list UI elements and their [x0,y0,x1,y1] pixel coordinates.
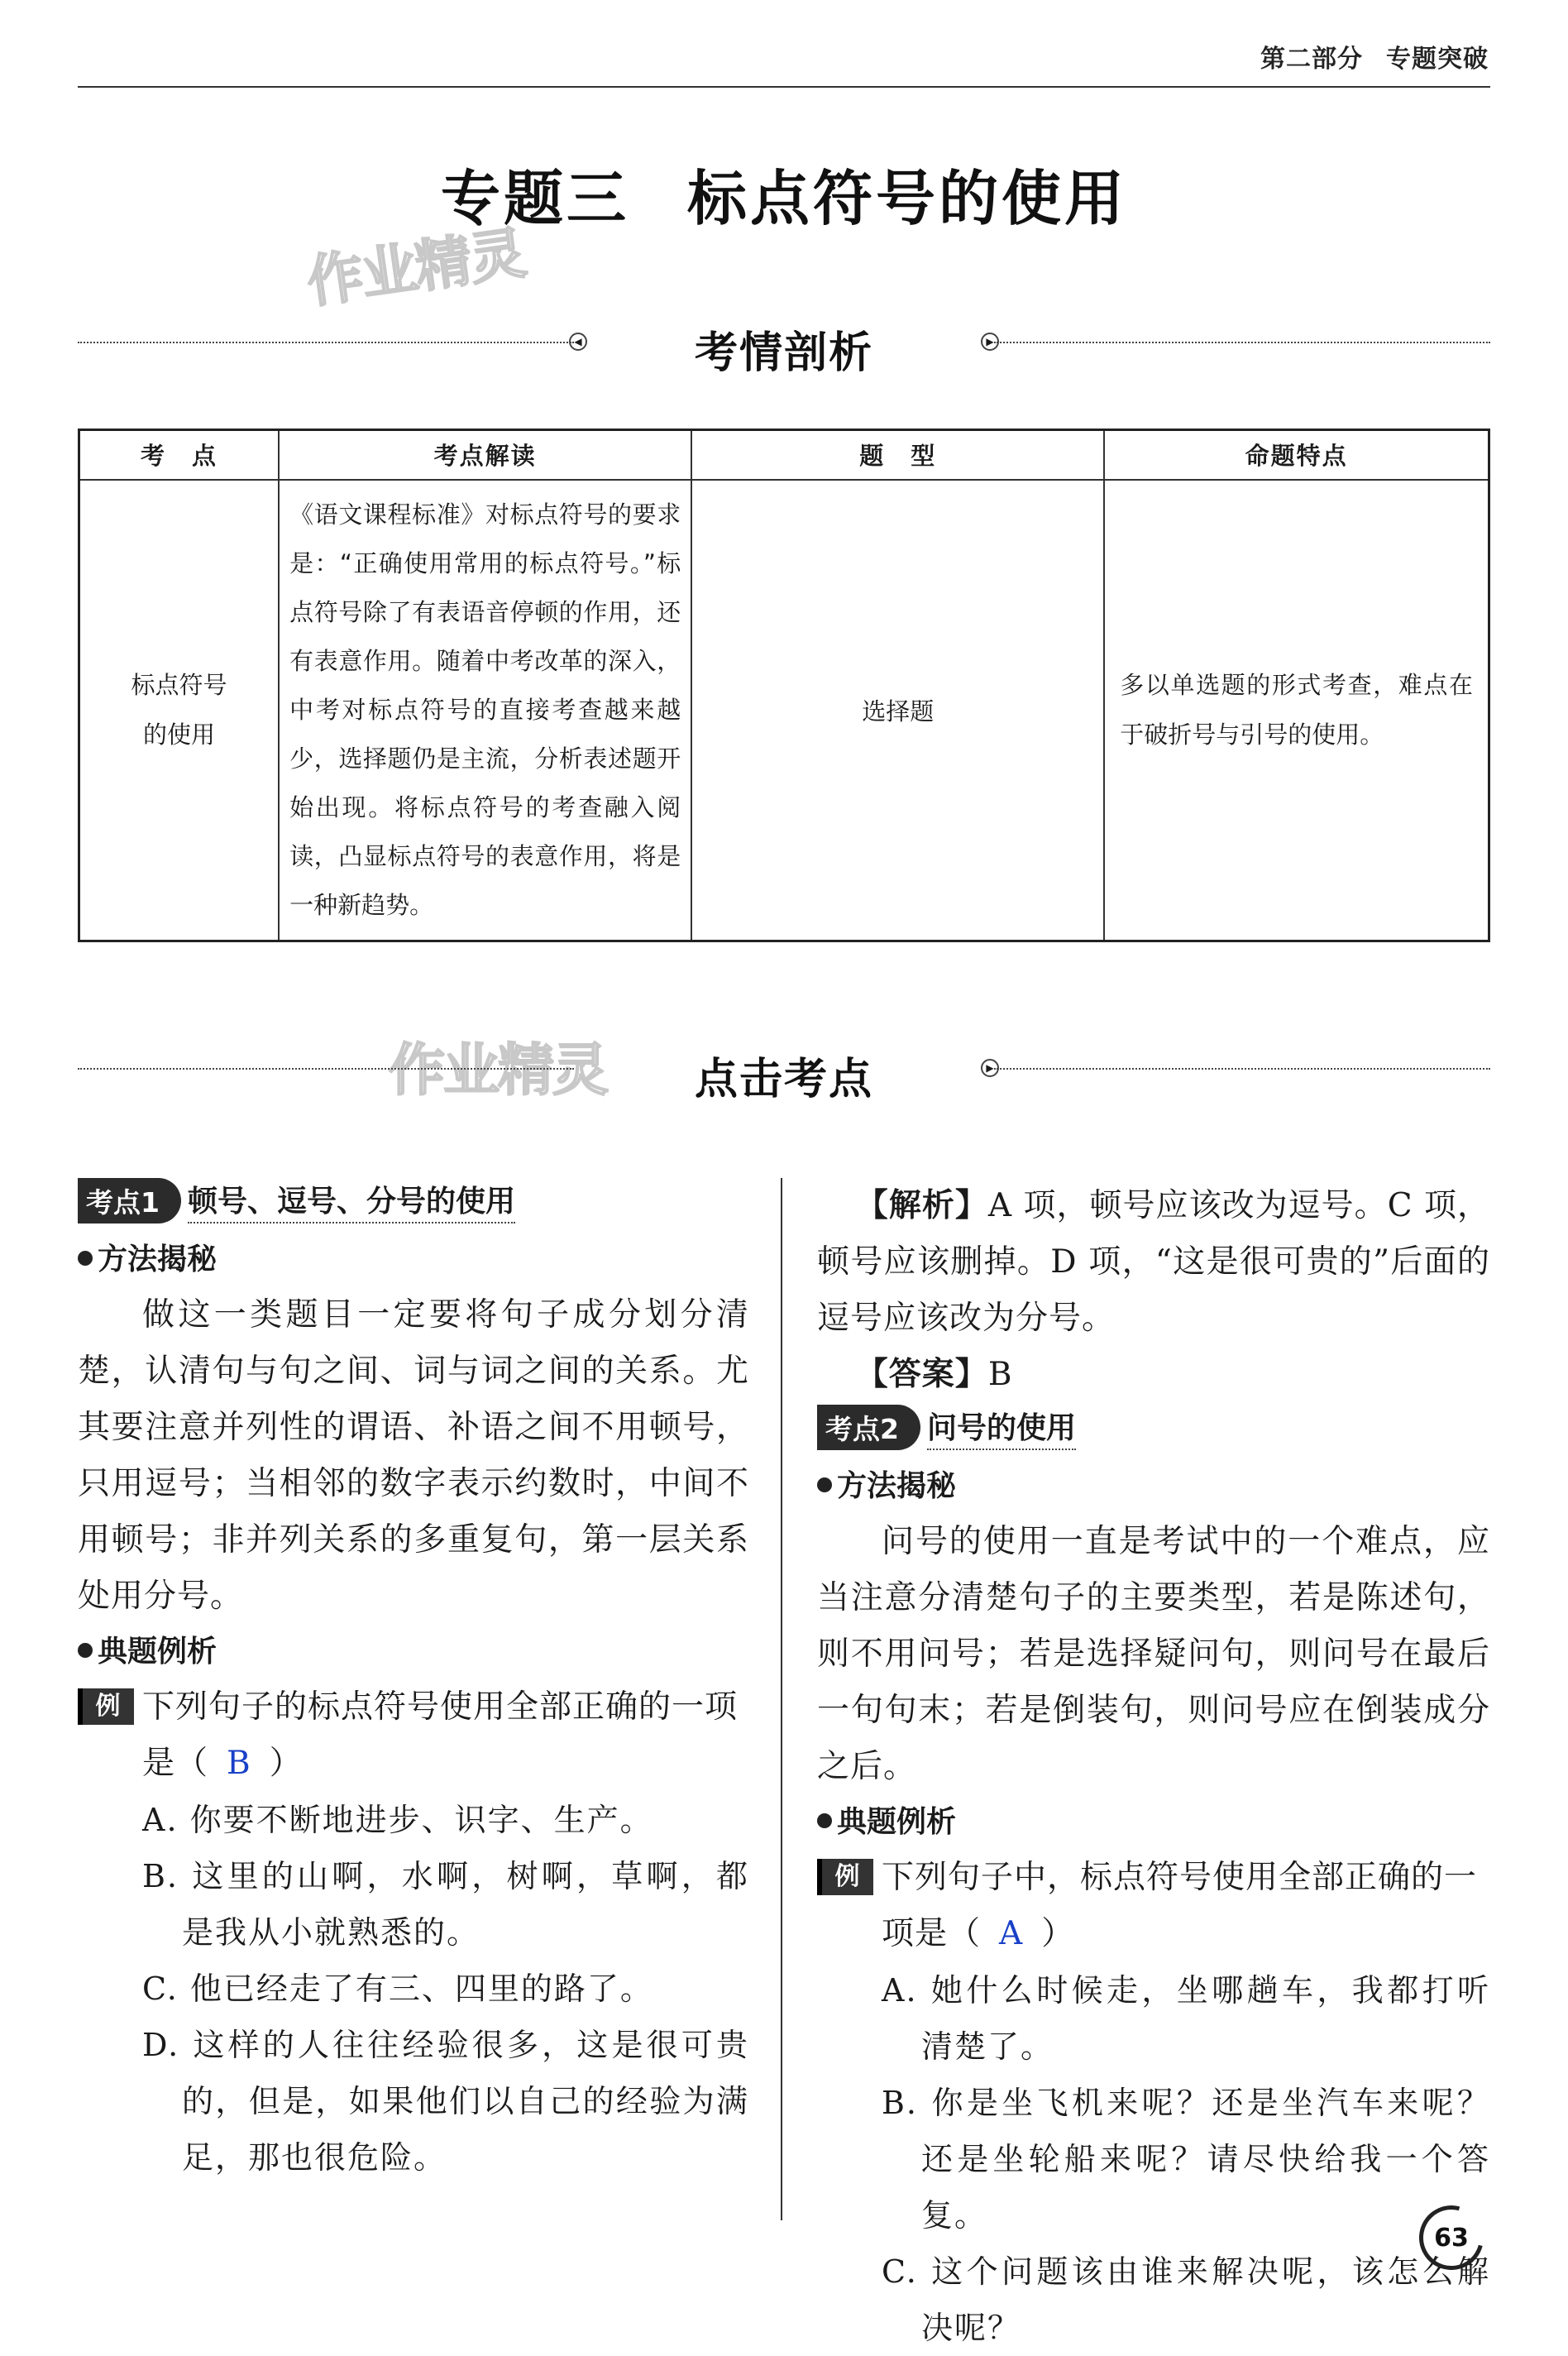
arrow-right-icon: ▶ [981,1059,999,1077]
paren-open: （ [948,1915,982,1952]
example-question [78,1679,749,1792]
kp2-heading [817,1405,1490,1456]
option-c: C. 他已经走了有三、四里的路了。 [142,1971,653,2007]
th-type: 题 型 [691,430,1104,480]
cell-desc: 《语文课程标准》对标点符号的要求是：“正确使用常用的标点符号。”标点符号除了有表语音停顿的作用，还有表意作用。随着中考改革的深入，中考对标点符号的直接考查越来越少，选择题仍是主流，分析表述题开始出现。将标点符号的考查融入阅读，凸显标点符号的表意作用，将是一种新趋势。 [279,480,691,941]
kp1-heading [78,1178,749,1229]
bullet-icon [817,1477,832,1492]
cell-type: 选择题 [691,480,1104,941]
section-title: 点击考点 [694,1055,873,1104]
analysis-label: 【解析】 [855,1187,988,1224]
method-heading-text: 方法揭秘 [837,1469,957,1503]
watermark-logo: 作业精灵 [389,1038,608,1104]
cell-point [79,480,280,941]
arrow-left-icon: ◀ [569,333,587,351]
option-a: A. 她什么时候走，坐哪趟车，我都打听清楚了。 [882,1972,1490,2065]
paren-open: （ [175,1745,209,1782]
method-heading-text: 方法揭秘 [98,1243,218,1276]
title-prefix: 专题三 [440,164,629,233]
option-b: B. 这里的山啊，水啊，树啊，草啊，都是我从小就熟悉的。 [142,1858,749,1951]
example-heading-text: 典题例析 [98,1635,218,1669]
page-number [1414,2200,1489,2275]
analysis-text [817,1178,1490,1347]
cell-point-line: 标点符号 [131,671,227,699]
kp2-tag: 考点2 [817,1405,920,1450]
section-title: 考情剖析 [694,328,873,378]
answer-mark: A [999,1915,1024,1952]
section-bar-points [78,1044,1490,1104]
option-b: B. 你是坐飞机来呢？还是坐汽车来呢？还是坐轮船来呢？请尽快给我一个答复。 [882,2085,1490,2234]
example-question [817,1850,1490,1962]
section-bar-analysis [78,318,1490,378]
option-c: C. 这个问题该由谁来解决呢，该怎么解决呢？ [882,2253,1490,2346]
answer-label: 【答案】 [855,1356,988,1393]
bullet-icon [78,1251,93,1266]
header-rule [78,86,1490,88]
th-feature: 命题特点 [1104,430,1489,480]
page-title [0,151,1568,237]
bullet-icon [78,1643,93,1658]
divider [994,342,1490,343]
table-row [79,480,1489,941]
table-header-row [79,430,1489,480]
watermark-logo: 作业精灵 [303,220,529,316]
divider [994,1068,1490,1070]
paren-close: ） [1041,1915,1075,1952]
example-heading [78,1625,749,1679]
kp1-title: 顿号、逗号、分号的使用 [188,1178,515,1223]
cell-point-line: 的使用 [143,721,216,749]
method-text: 问号的使用一直是考试中的一个难点，应当注意分清楚句子的主要类型，若是陈述句，则不用问号；若是选择疑问句，则问号在最后一句句末；若是倒装句，则问号应在倒装成分之后。 [817,1523,1490,1785]
kp2-title: 问号的使用 [927,1405,1076,1450]
example-heading [817,1795,1490,1850]
question-text: 下列句子的标点符号使用全部正确的一项是 [142,1688,739,1782]
title-main: 标点符号的使用 [687,164,1128,233]
option-a: A. 你要不断地进步、识字、生产。 [142,1802,653,1838]
method-heading [78,1233,749,1287]
arrow-right-icon: ▶ [981,333,999,351]
th-point: 考 点 [79,430,280,480]
example-tag: 例 [78,1688,134,1725]
left-column [78,1178,749,2186]
cell-feature: 多以单选题的形式考查，难点在于破折号与引号的使用。 [1104,480,1489,941]
analysis-table [78,429,1490,942]
header-part: 第二部分 [1260,45,1363,74]
example-heading-text: 典题例析 [837,1805,957,1839]
running-header [1260,38,1489,74]
answer-mark: B [227,1745,251,1782]
page-number-text: 63 [1434,2224,1469,2253]
method-heading [817,1459,1490,1514]
th-desc: 考点解读 [279,430,691,480]
header-section: 专题突破 [1386,45,1489,74]
bullet-icon [817,1813,832,1828]
right-column [817,1178,1490,2356]
method-text: 做这一类题目一定要将句子成分划分清楚，认清句与句之间、词与词之间的关系。尤其要注意并列性的谓语、补语之间不用顿号，只用逗号；当相邻的数字表示约数时，中间不用顿号；非并列关系的多重复句，第一层关系处用分号。 [78,1296,749,1615]
kp1-tag: 考点1 [78,1178,181,1223]
answer-line [817,1347,1490,1403]
column-divider [781,1178,782,2220]
answer-value: B [987,1356,1013,1393]
example-tag: 例 [817,1859,873,1895]
option-d: D. 这样的人往往经验很多，这是很可贵的，但是，如果他们以自己的经验为满足，那也很危险。 [142,2027,749,2176]
analysis-body: A 项，顿号应该改为逗号。C 项，顿号应该删掉。D 项，“这是很可贵的”后面的逗号应该改为分号。 [817,1187,1490,1337]
question-text: 下列句子中，标点符号使用全部正确的一项是 [882,1859,1478,1952]
paren-close: ） [269,1745,303,1782]
